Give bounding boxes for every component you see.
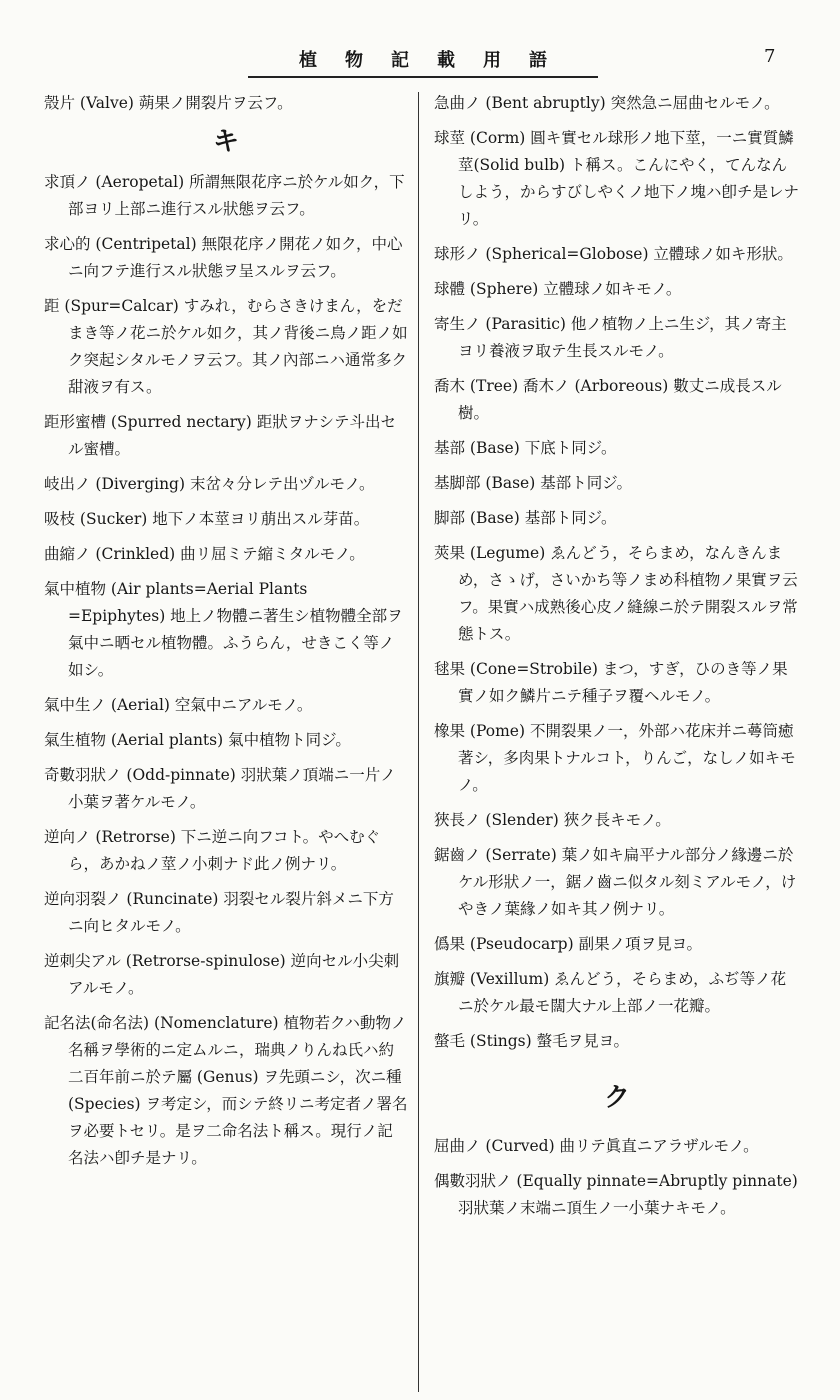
glossary-entry: 球體 (Sphere) 立體球ノ如キモノ。	[434, 280, 682, 298]
glossary-entry: 氣中植物 (Air plants=Aerial Plants =Epiphytes) 地上ノ物體ニ著生シ植物體全部ヲ氣中ニ晒セル植物體。ふうらん，せきこく等ノ如シ。	[44, 580, 403, 679]
glossary-entry: 基脚部 (Base) 基部ト同ジ。	[434, 474, 632, 492]
glossary-entry: 球莖 (Corm) 圓キ實セル球形ノ地下莖，一ニ實質鱗莖(Solid bulb) ト稱ス。こんにやく，てんなんしよう，からすびしやくノ地下ノ塊ハ卽チ是レナリ。	[434, 129, 800, 228]
glossary-entry: 基部 (Base) 下底ト同ジ。	[434, 439, 617, 457]
glossary-entry: 旗瓣 (Vexillum) ゑんどう，そらまめ，ふぢ等ノ花ニ於ケル最モ闊大ナル上部ノ一花瓣。	[434, 970, 787, 1015]
glossary-entry: 球形ノ (Spherical=Globose) 立體球ノ如キ形狀。	[434, 245, 793, 263]
glossary-entry: 記名法(命名法) (Nomenclature) 植物若クハ動物ノ名稱ヲ學術的ニ定ムルニ，瑞典ノりんね氏ハ約二百年前ニ於テ屬 (Genus) ヲ先頭ニシ，次ニ種 (Species) ヲ考定シ，而シテ終リニ考定者ノ署名ヲ必要トセリ。是ヲ二命名法ト稱ス。現行ノ記名法ハ卽チ是ナリ。	[44, 1014, 408, 1167]
glossary-entry: 逆刺尖アル (Retrorse-spinulose) 逆向セル小尖刺アルモノ。	[44, 952, 400, 997]
glossary-entry: 吸枝 (Sucker) 地下ノ本莖ヨリ萠出スル芽苗。	[44, 510, 370, 528]
section-heading-ku: ク	[603, 1083, 630, 1113]
column-divider	[418, 92, 419, 1392]
page-number: 7	[764, 46, 776, 67]
glossary-entry: 螫毛 (Stings) 螫毛ヲ見ヨ。	[434, 1032, 629, 1050]
glossary-entry: 氣中生ノ (Aerial) 空氣中ニアルモノ。	[44, 696, 313, 714]
glossary-entry: 求頂ノ (Aeropetal) 所謂無限花序ニ於ケル如ク，下部ヨリ上部ニ進行スル狀態ヲ云フ。	[44, 173, 405, 218]
section-heading-ki: キ	[212, 127, 239, 157]
glossary-entry: 逆向羽裂ノ (Runcinate) 羽裂セル裂片斜メニ下方ニ向ヒタルモノ。	[44, 890, 394, 935]
glossary-entry: 狹長ノ (Slender) 狹ク長キモノ。	[434, 811, 671, 829]
glossary-entry: 殼片 (Valve) 蒴果ノ開裂片ヲ云フ。	[44, 94, 293, 112]
glossary-entry: 求心的 (Centripetal) 無限花序ノ開花ノ如ク，中心ニ向フテ進行スル狀態ヲ呈スルヲ云フ。	[44, 235, 403, 280]
glossary-entry: 偶數羽狀ノ (Equally pinnate=Abruptly pinnate) 羽狀葉ノ末端ニ頂生ノ一小葉ナキモノ。	[434, 1172, 798, 1217]
glossary-entry: 岐出ノ (Diverging) 末岔々分レテ出ヅルモノ。	[44, 475, 375, 493]
glossary-entry: 喬木 (Tree) 喬木ノ (Arboreous) 數丈ニ成長スル樹。	[434, 377, 782, 422]
glossary-entry: 橡果 (Pome) 不開裂果ノ一，外部ハ花床并ニ蕚筒癒著シ，多肉果トナルコト，りんご，なしノ如キモノ。	[434, 722, 796, 794]
glossary-entry: 寄生ノ (Parasitic) 他ノ植物ノ上ニ生ジ，其ノ寄主ヨリ養液ヲ取テ生長スルモノ。	[434, 315, 787, 360]
glossary-entry: 莢果 (Legume) ゑんどう，そらまめ，なんきんまめ，さゝげ，さいかち等ノまめ科植物ノ果實ヲ云フ。果實ハ成熟後心皮ノ縫線ニ於テ開裂スルヲ常態トス。	[434, 544, 798, 643]
glossary-entry: 脚部 (Base) 基部ト同ジ。	[434, 509, 617, 527]
glossary-entry: 毬果 (Cone=Strobile) まつ，すぎ，ひのき等ノ果實ノ如ク鱗片ニテ種子ヲ覆ヘルモノ。	[434, 660, 788, 705]
glossary-entry: 逆向ノ (Retrorse) 下ニ逆ニ向フコト。やへむぐら，あかねノ莖ノ小刺ナド此ノ例ナリ。	[44, 828, 381, 873]
glossary-entry: 屈曲ノ (Curved) 曲リテ眞直ニアラザルモノ。	[434, 1137, 759, 1155]
glossary-entry: 急曲ノ (Bent abruptly) 突然急ニ屈曲セルモノ。	[434, 94, 780, 112]
right-column	[434, 90, 800, 1230]
glossary-entry: 氣生植物 (Aerial plants) 氣中植物ト同ジ。	[44, 731, 351, 749]
glossary-entry: 曲縮ノ (Crinkled) 曲リ屈ミテ縮ミタルモノ。	[44, 545, 365, 563]
glossary-entry: 距 (Spur=Calcar) すみれ，むらさきけまん，をだまき等ノ花ニ於ケル如ク，其ノ背後ニ鳥ノ距ノ如ク突起シタルモノヲ云フ。其ノ內部ニハ通常多ク甜液ヲ有ス。	[44, 297, 408, 396]
glossary-entry: 奇數羽狀ノ (Odd-pinnate) 羽狀葉ノ頂端ニ一片ノ小葉ヲ著ケルモノ。	[44, 766, 396, 811]
left-column	[44, 90, 408, 1180]
glossary-entry: 僞果 (Pseudocarp) 副果ノ項ヲ見ヨ。	[434, 935, 702, 953]
page-header	[248, 42, 598, 78]
page-title: 植物記載用語	[299, 50, 575, 71]
glossary-entry: 鋸齒ノ (Serrate) 葉ノ如キ扁平ナル部分ノ緣邊ニ於ケル形狀ノ一，鋸ノ齒ニ似タル刻ミアルモノ，けやきノ葉緣ノ如キ其ノ例ナリ。	[434, 846, 797, 918]
glossary-entry: 距形蜜槽 (Spurred nectary) 距狀ヲナシテ斗出セル蜜槽。	[44, 413, 396, 458]
